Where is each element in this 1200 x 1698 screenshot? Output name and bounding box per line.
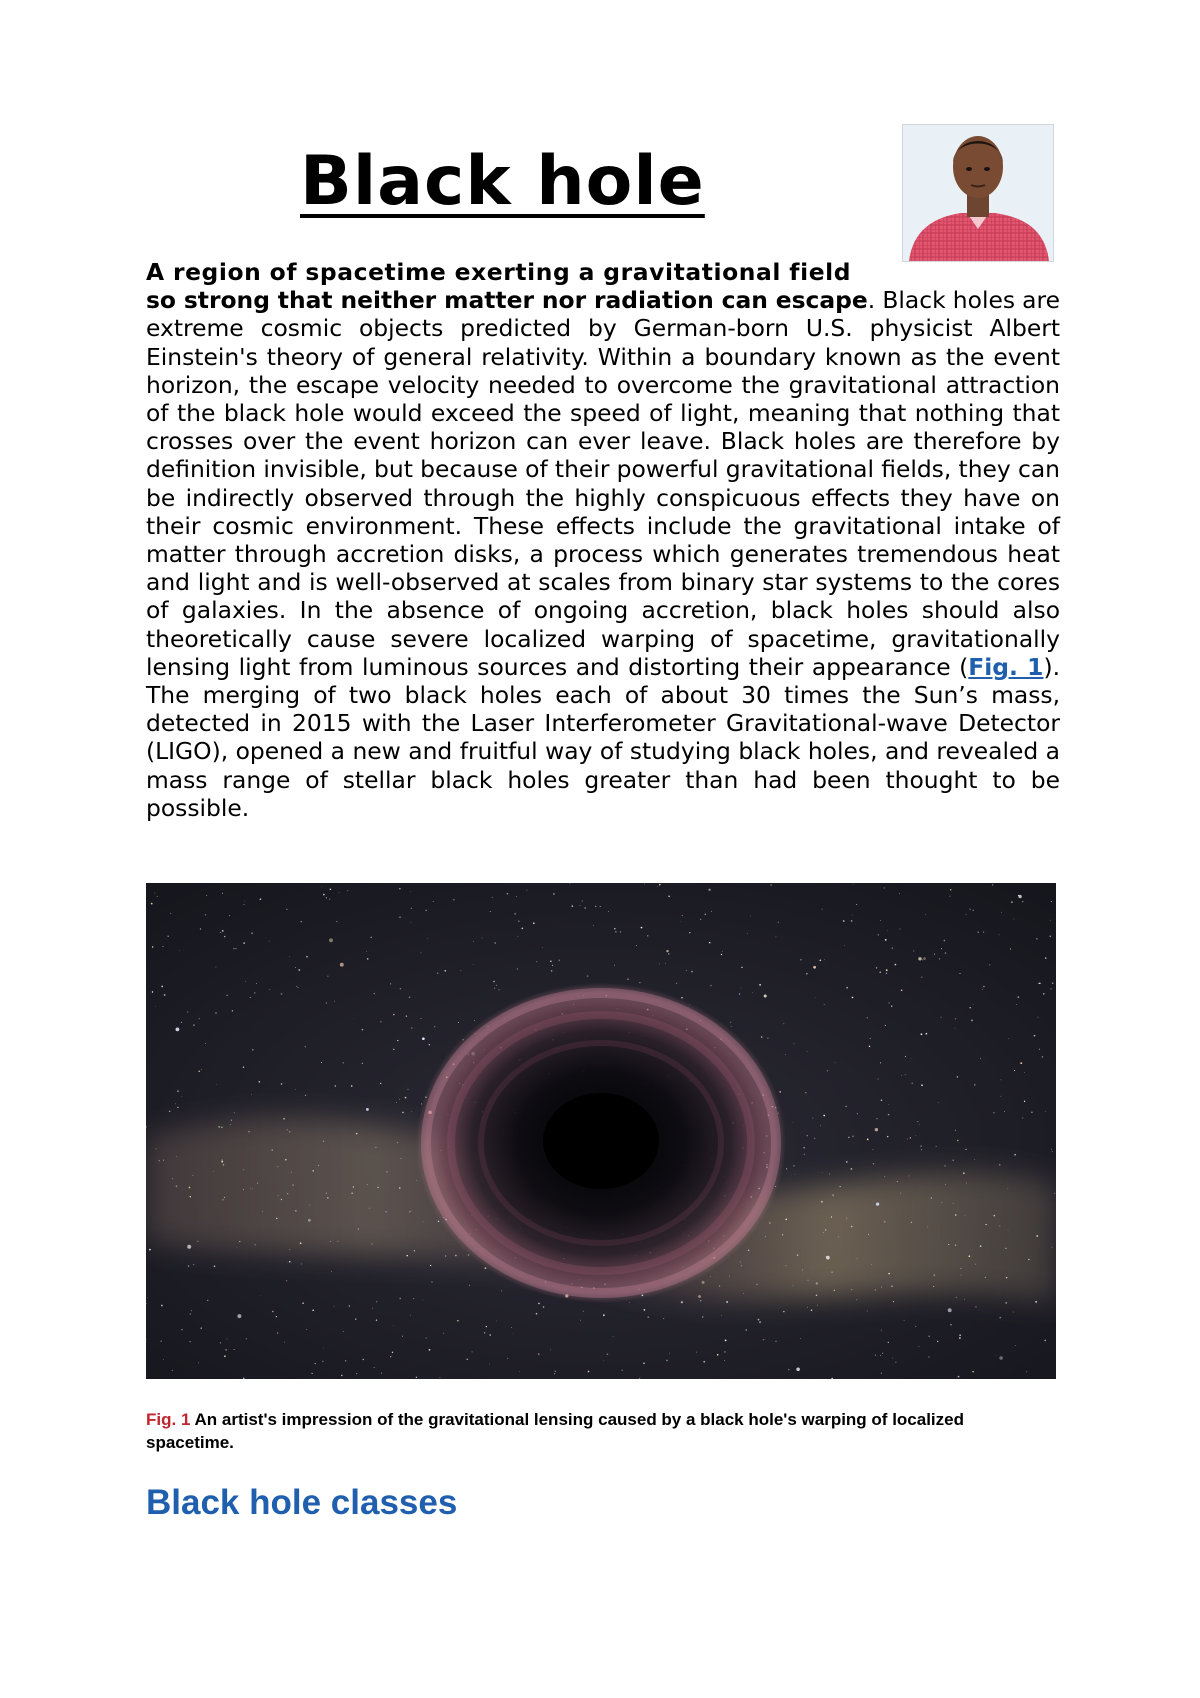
intro-body-part-1: . Black holes are extreme cosmic objects predicted by German-born U.S. physicist Albert Einstein's theory of general relativity. Within a boundary known as the event horizon, the escape velocity needed to overcome the gravitational attraction of the black hole would exceed the speed of light, meaning that nothing that crosses over the event horizon can ever leave. Black holes are therefore by definition invisible, but because of their powerful gravitational fields, they can be indirectly observed through the highly conspicuous effects they have on their cosmic environment. These effects include the gravitational intake of matter through accretion disks, a process which generates tremendous heat and light and is well-observed at scales from binary star systems to the cores of galaxies. In the absence of ongoing accretion, black holes should also theoretically cause severe localized warping of spacetime, gravitationally lensing light from luminous sources and distorting their appearance ( (146, 286, 1060, 681)
section-heading: Black hole classes (146, 1483, 458, 1522)
intro-lead-line-1: A region of spacetime exerting a gravitational field (146, 258, 852, 286)
intro-paragraph (146, 258, 1060, 822)
black-hole-illustration (146, 883, 1056, 1379)
figure-1-link[interactable]: Fig. 1 (968, 652, 1044, 681)
intro-body-part-2: ). The merging of two black holes each of about 30 times the Sun’s mass, detected in 2015 with the Laser Interferometer Gravitational-wave Detector (LIGO), opened a new and fruitful way of studying black holes, and revealed a mass range of stellar black holes greater than had been thought to be possible. (146, 652, 1061, 822)
figure-label: Fig. 1 (146, 1410, 191, 1429)
author-photo (902, 124, 1054, 262)
figure-caption (146, 1408, 1046, 1454)
intro-lead-line-2: so strong that neither matter nor radiation can escape (146, 286, 868, 315)
page-title: Black hole (300, 142, 705, 221)
figure-caption-text: An artist's impression of the gravitational lensing caused by a black hole's warping of localized spacetime. (146, 1410, 964, 1452)
